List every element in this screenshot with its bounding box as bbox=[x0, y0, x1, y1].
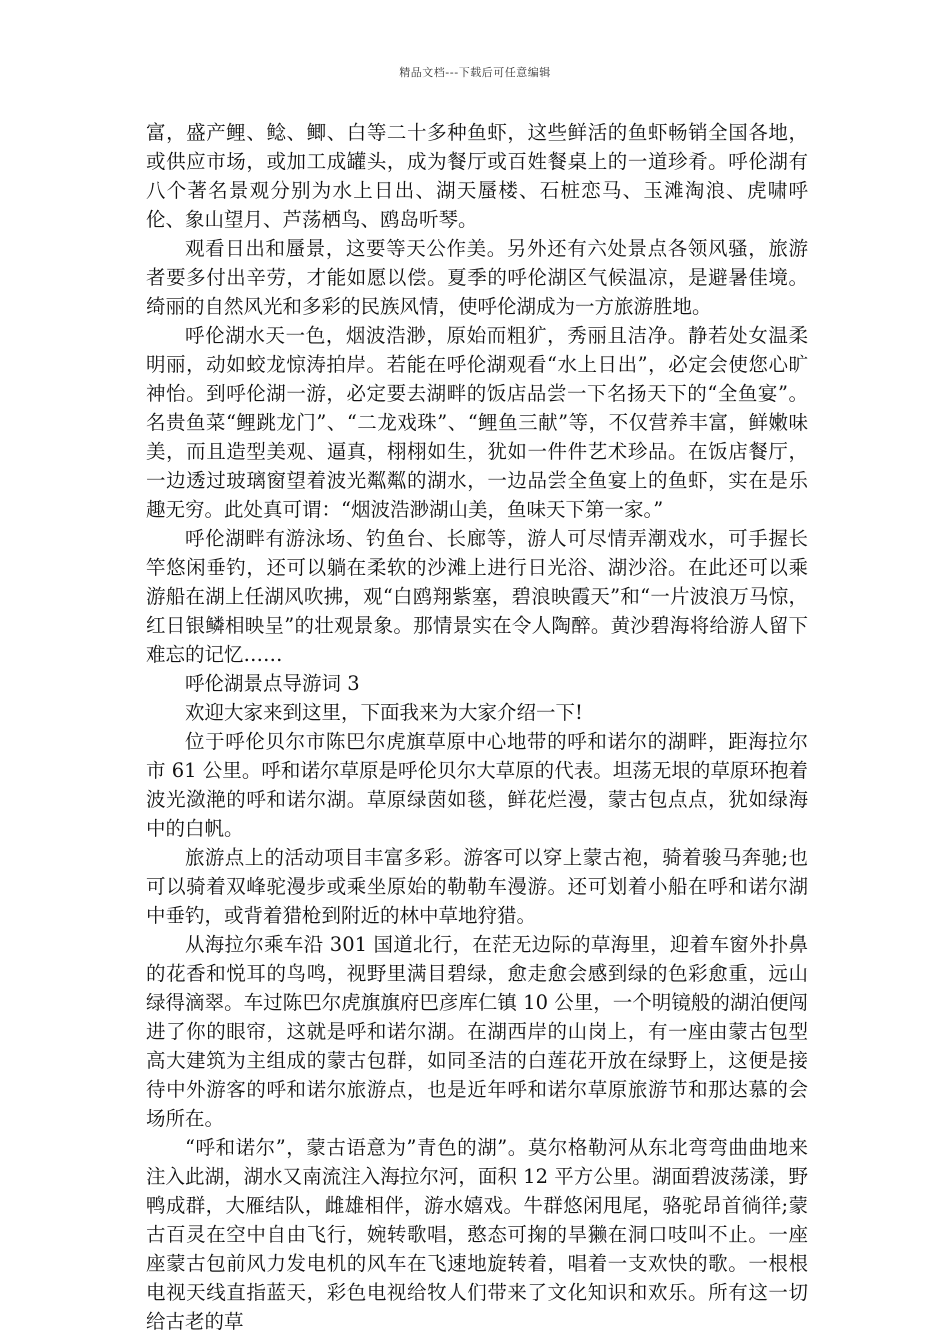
paragraph: 呼伦湖畔有游泳场、钓鱼台、长廊等，游人可尽情弄潮戏水，可手握长竿悠闲垂钓，还可以躺在柔软的沙滩上进行日光浴、湖沙浴。在此还可以乘游船在湖上任湖风吹拂，观“白鸥翔紫塞，碧浪映霞天”和“一片波浪万马惊，红日银鳞相映呈”的壮观景象。那情景实在令人陶醉。黄沙碧海将给游人留下难忘的记忆…… bbox=[146, 527, 808, 666]
paragraph: 旅游点上的活动项目丰富多彩。游客可以穿上蒙古袍，骑着骏马奔驰;也可以骑着双峰驼漫步或乘坐原始的勒勒车漫游。还可划着小船在呼和诺尔湖中垂钓，或背着猎枪到附近的林中草地狩猎。 bbox=[146, 846, 808, 927]
paragraph: 欢迎大家来到这里，下面我来为大家介绍一下! bbox=[185, 701, 583, 724]
paragraph: 位于呼伦贝尔市陈巴尔虎旗草原中心地带的呼和诺尔的湖畔，距海拉尔市 61 公里。呼和诺尔草原是呼伦贝尔大草原的代表。坦荡无垠的草原环抱着波光潋滟的呼和诺尔湖。草原绿茵如毯，鲜花烂漫，蒙古包点点，犹如绿海中的白帆。 bbox=[146, 730, 808, 840]
section-heading: 呼伦湖景点导游词 3 bbox=[185, 672, 360, 695]
paragraph: 呼伦湖水天一色，烟波浩渺，原始而粗犷，秀丽且洁净。静若处女温柔明丽，动如蛟龙惊涛拍岸。若能在呼伦湖观看“水上日出”，必定会使您心旷神怡。到呼伦湖一游，必定要去湖畔的饭店品尝一下名扬天下的“全鱼宴”。名贵鱼菜“鲤跳龙门”、“二龙戏珠”、“鲤鱼三献”等，不仅营养丰富，鲜嫩味美，而且造型美观、逼真，栩栩如生，犹如一件件艺术珍品。在饭店餐厅，一边透过玻璃窗望着波光粼粼的湖水，一边品尝全鱼宴上的鱼虾，实在是乐趣无穷。此处真可谓：“烟波浩渺湖山美，鱼味天下第一家。” bbox=[146, 324, 808, 521]
page-header: 精品文档---下载后可任意编辑 bbox=[399, 66, 551, 79]
paragraph: 从海拉尔乘车沿 301 国道北行，在茫无边际的草海里，迎着车窗外扑鼻的花香和悦耳的鸟鸣，视野里满目碧绿，愈走愈会感到绿的色彩愈重，远山绿得滴翠。车过陈巴尔虎旗旗府巴彦库仁镇 10 公里，一个明镜般的湖泊便闯进了你的眼帘，这就是呼和诺尔湖。在湖西岸的山岗上，有一座由蒙古包型高大建筑为主组成的蒙古包群，如同圣洁的白莲花开放在绿野上，这便是接待中外游客的呼和诺尔旅游点，也是近年呼和诺尔草原旅游节和那达慕的会场所在。 bbox=[146, 933, 808, 1130]
paragraph: “呼和诺尔”，蒙古语意为”青色的湖”。莫尔格勒河从东北弯弯曲曲地来注入此湖，湖水又南流注入海拉尔河，面积 12 平方公里。湖面碧波荡漾，野鸭成群，大雁结队，雌雄相伴，游水嬉戏。牛群悠闲甩尾，骆驼昂首徜徉;蒙古百灵在空中自由飞行，婉转歌唱，憨态可掬的旱獭在洞口吱叫不止。一座座蒙古包前风力发电机的风车在飞速地旋转着，唱着一支欢快的歌。一根根电视天线直指蓝天，彩色电视给牧人们带来了文化知识和欢乐。所有这一切给古老的草 bbox=[146, 1136, 808, 1333]
document-body bbox=[146, 118, 808, 1336]
paragraph: 观看日出和蜃景，这要等天公作美。另外还有六处景点各领风骚，旅游者要多付出辛劳，才能如愿以偿。夏季的呼伦湖区气候温凉，是避暑佳境。绮丽的自然风光和多彩的民族风情，使呼伦湖成为一方旅游胜地。 bbox=[146, 237, 808, 318]
paragraph: 富，盛产鲤、鲶、鲫、白等二十多种鱼虾，这些鲜活的鱼虾畅销全国各地，或供应市场，或加工成罐头，成为餐厅或百姓餐桌上的一道珍肴。呼伦湖有八个著名景观分别为水上日出、湖天蜃楼、石桩恋马、玉滩淘浪、虎啸呼伦、象山望月、芦荡栖鸟、鸥岛听琴。 bbox=[146, 121, 808, 231]
